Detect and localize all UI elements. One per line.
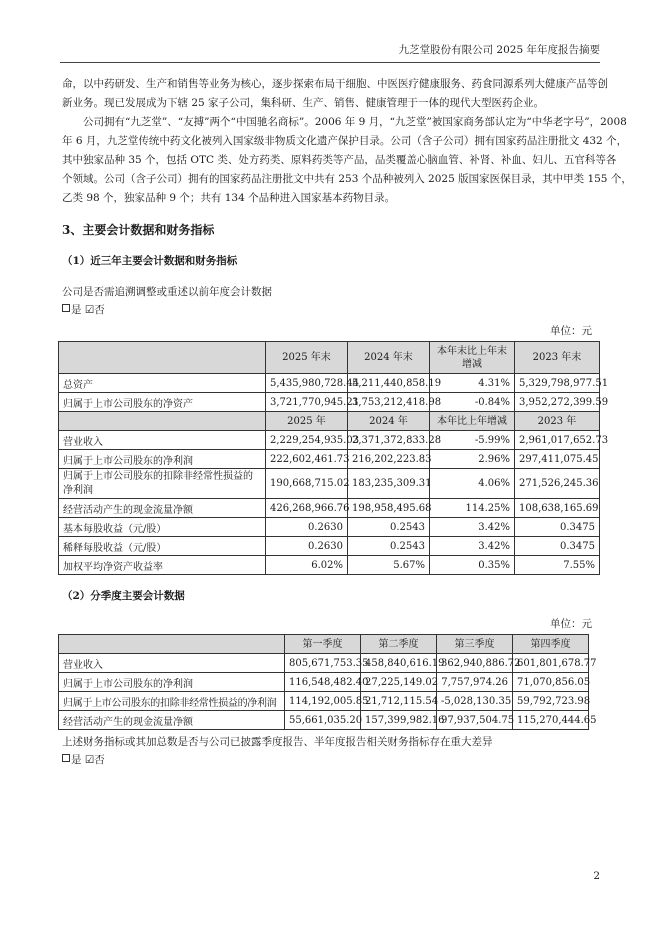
cell-value: 458,840,616.19: [361, 654, 437, 673]
cell-value: -5.99%: [430, 431, 515, 450]
row-label: 归属于上市公司股东的净资产: [59, 393, 266, 412]
cell-value: 2,371,372,833.28: [348, 431, 430, 450]
row-label: 营业收入: [59, 654, 285, 673]
header-cell: 2025 年: [266, 412, 348, 431]
cell-value: 3.42%: [430, 537, 515, 556]
table-row: [59, 537, 600, 556]
checkbox-unchecked-icon: [62, 304, 70, 312]
intro-line: 个领域。公司（含子公司）拥有的国家药品注册批文中共有 253 个品种被列入 2025 版国家医保目录，其中甲类 155 个，: [62, 173, 632, 185]
quarterly-financial-table: [58, 634, 597, 730]
cell-value: 362,940,886.72: [437, 654, 513, 673]
checkbox-checked-icon: ☑: [84, 754, 95, 766]
cell-value: 5,211,440,858.19: [348, 374, 430, 393]
subsection-heading-quarterly: （2）分季度主要会计数据: [62, 590, 185, 602]
header-cell: 2023 年: [515, 412, 600, 431]
cell-value: 271,526,245.36: [515, 469, 600, 499]
header-cell: [59, 635, 285, 654]
page-header: [60, 40, 600, 63]
cell-value: 114.25%: [430, 499, 515, 518]
cell-value: 0.2630: [266, 537, 348, 556]
row-label: 稀释每股收益（元/股）: [59, 537, 266, 556]
cell-value: -5,028,130.35: [437, 692, 513, 711]
row-label: 归属于上市公司股东的净利润: [59, 450, 266, 469]
intro-line: 其中独家品种 35 个，包括 OTC 类、处方药类、原料药类等产品，品类覆盖心脑血管、补肾、补血、妇儿、五官科等各: [62, 154, 617, 166]
header-cell: 2025 年末: [266, 342, 348, 374]
intro-line: 新业务。现已发展成为下辖 25 家子公司，集科研、生产、销售、健康管理于一体的现代大型医药企业。: [62, 97, 545, 109]
table-row: [59, 499, 600, 518]
cell-value: 222,602,461.73: [266, 450, 348, 469]
intro-line: 公司拥有“九芝堂”、“友搏”两个“中国驰名商标”。2006 年 9 月，“九芝堂”被国家商务部认定为“中华老字号”，2008: [83, 116, 627, 128]
table-row: [59, 431, 600, 450]
difference-question: 上述财务指标或其加总数是否与公司已披露季度报告、半年度报告相关财务指标存在重大差异: [62, 736, 493, 748]
table-row: [59, 556, 600, 575]
cell-value: 2,961,017,652.73: [515, 431, 600, 450]
cell-value: 5.67%: [348, 556, 430, 575]
table-row: [59, 692, 589, 711]
row-label: 营业收入: [59, 431, 266, 450]
table-row: [59, 518, 600, 537]
answer-yes-label: 是: [71, 754, 82, 766]
cell-value: 59,792,723.98: [513, 692, 589, 711]
header-cell: 本年末比上年末增减: [430, 342, 515, 374]
cell-value: 3,721,770,945.21: [266, 393, 348, 412]
restatement-question: 公司是否需追溯调整或重述以前年度会计数据: [62, 286, 272, 298]
cell-value: 2.96%: [430, 450, 515, 469]
header-cell: [59, 412, 266, 431]
cell-value: 116,548,482.40: [285, 673, 361, 692]
cell-value: 108,638,165.69: [515, 499, 600, 518]
table-header-row: [59, 635, 589, 654]
table-row: [59, 469, 600, 499]
cell-value: 27,225,149.02: [361, 673, 437, 692]
table-row: [59, 374, 600, 393]
cell-value: 5,329,798,977.51: [515, 374, 600, 393]
cell-value: 2,229,254,935.03: [266, 431, 348, 450]
cell-value: 0.3475: [515, 518, 600, 537]
cell-value: 55,661,035.20: [285, 711, 361, 730]
cell-value: 183,235,309.31: [348, 469, 430, 499]
cell-value: 21,712,115.54: [361, 692, 437, 711]
row-label: 加权平均净资产收益率: [59, 556, 266, 575]
cell-value: 115,270,444.65: [513, 711, 589, 730]
table-header-row: [59, 412, 600, 431]
checkbox-unchecked-icon: [62, 754, 70, 762]
row-label: 经营活动产生的现金流量净额: [59, 711, 285, 730]
header-cell: 2024 年末: [348, 342, 430, 374]
cell-value: 198,958,495.68: [348, 499, 430, 518]
row-label: 经营活动产生的现金流量净额: [59, 499, 266, 518]
intro-line: 命，以中药研发、生产和销售等业务为核心，逐步探索布局干细胞、中医医疗健康服务、药食同源系列大健康产品等创: [62, 78, 608, 90]
table-header-row: [59, 342, 600, 374]
subsection-heading-annual: （1）近三年主要会计数据和财务指标: [62, 255, 238, 267]
header-cell: 第一季度: [285, 635, 361, 654]
cell-value: 6.02%: [266, 556, 348, 575]
cell-value: 97,937,504.75: [437, 711, 513, 730]
answer-no-label: 否: [94, 754, 105, 766]
header-cell: 本年比上年增减: [430, 412, 515, 431]
header-cell: [59, 342, 266, 374]
cell-value: 157,399,982.16: [361, 711, 437, 730]
cell-value: 216,202,223.83: [348, 450, 430, 469]
page-number: 2: [593, 870, 600, 882]
intro-line: 年 6 月，九芝堂传统中药文化被列入国家级非物质文化遗产保护目录。公司（含子公司）拥有国家药品注册批文 432 个，: [62, 135, 628, 147]
cell-value: 0.2543: [348, 537, 430, 556]
cell-value: 114,192,005.85: [285, 692, 361, 711]
table-row: [59, 450, 600, 469]
header-cell: 第二季度: [361, 635, 437, 654]
header-cell: 2024 年: [348, 412, 430, 431]
company-intro: [62, 75, 632, 208]
answer-no-label: 否: [94, 304, 105, 316]
row-label: 总资产: [59, 374, 266, 393]
cell-value: 3,753,212,418.98: [348, 393, 430, 412]
header-cell: 第四季度: [513, 635, 589, 654]
cell-value: 4.06%: [430, 469, 515, 499]
row-label: 归属于上市公司股东的扣除非经常性损益的净利润: [59, 692, 285, 711]
cell-value: 805,671,753.35: [285, 654, 361, 673]
row-label: 归属于上市公司股东的净利润: [59, 673, 285, 692]
checkbox-checked-icon: ☑: [84, 304, 95, 316]
cell-value: 71,070,856.05: [513, 673, 589, 692]
cell-value: -0.84%: [430, 393, 515, 412]
header-cell: 第三季度: [437, 635, 513, 654]
cell-value: 0.3475: [515, 537, 600, 556]
table-row: [59, 393, 600, 412]
answer-yes-label: 是: [71, 304, 82, 316]
unit-label: 单位：元: [550, 325, 592, 337]
cell-value: 0.35%: [430, 556, 515, 575]
cell-value: 426,268,966.76: [266, 499, 348, 518]
difference-answer: [62, 752, 105, 767]
cell-value: 3.42%: [430, 518, 515, 537]
cell-value: 0.2543: [348, 518, 430, 537]
table-row: [59, 673, 589, 692]
table-row: [59, 711, 589, 730]
cell-value: 4.31%: [430, 374, 515, 393]
cell-value: 601,801,678.77: [513, 654, 589, 673]
row-label: 基本每股收益（元/股）: [59, 518, 266, 537]
report-title: 九芝堂股份有限公司 2025 年年度报告摘要: [398, 44, 600, 56]
cell-value: 297,411,075.45: [515, 450, 600, 469]
restatement-answer: [62, 302, 105, 317]
cell-value: 0.2630: [266, 518, 348, 537]
cell-value: 5,435,980,728.44: [266, 374, 348, 393]
intro-line: 乙类 98 个，独家品种 9 个；共有 134 个品种进入国家基本药物目录。: [62, 192, 396, 204]
table-row: [59, 654, 589, 673]
cell-value: 7,757,974.26: [437, 673, 513, 692]
unit-label: 单位：元: [550, 618, 592, 630]
section-heading: 3、主要会计数据和财务指标: [62, 223, 215, 237]
header-cell: 2023 年末: [515, 342, 600, 374]
row-label: 归属于上市公司股东的扣除非经常性损益的净利润: [59, 469, 266, 499]
cell-value: 7.55%: [515, 556, 600, 575]
cell-value: 3,952,272,399.59: [515, 393, 600, 412]
cell-value: 190,668,715.02: [266, 469, 348, 499]
annual-financial-table: [58, 341, 609, 575]
